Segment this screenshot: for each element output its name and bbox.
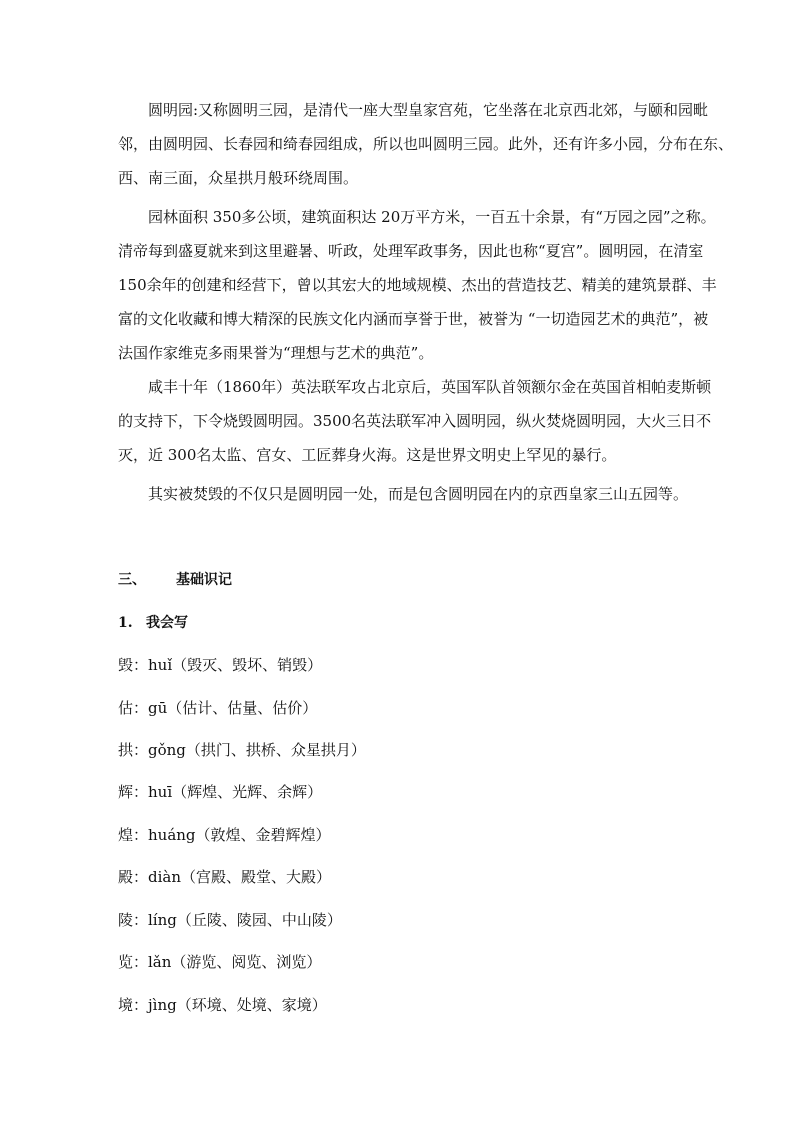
- text-line: 150余年的创建和经营下，曾以其宏大的地域规模、杰出的营造技艺、精美的建筑景群、丰: [118, 276, 717, 294]
- text-line: 清帝每到盛夏就来到这里避暑、听政，处理军政事务，因此也称“夏宫”。圆明园，在清室: [118, 242, 704, 260]
- vocab-item: 煌：huáng（敦煌、金碧辉煌）: [118, 826, 331, 844]
- paragraph-yuanmingyuan-intro: [118, 93, 734, 195]
- section-number: 三、: [118, 572, 146, 588]
- subsection-title: 我会写: [146, 615, 188, 631]
- text-line: 圆明园:又称圆明三园，是清代一座大型皇家宫苑，它坐落在北京西北郊，与颐和园毗: [148, 101, 709, 119]
- vocab-item: 览：lǎn（游览、阅览、浏览）: [118, 953, 322, 971]
- vocab-item: 毁：huǐ（毁灭、毁坏、销毁）: [118, 656, 323, 674]
- section-title: 基础识记: [176, 572, 232, 588]
- vocab-item: 辉：huī（辉煌、光辉、余辉）: [118, 783, 323, 801]
- text-line: 富的文化收藏和博大精深的民族文化内涵而享誉于世，被誉为 “一切造园艺术的典范”，被: [118, 310, 709, 328]
- text-line: 其实被焚毁的不仅只是圆明园一处，而是包含圆明园在内的京西皇家三山五园等。: [148, 485, 689, 503]
- text-line: 灭，近 300名太监、宫女、工匠葬身火海。这是世界文明史上罕见的暴行。: [118, 446, 617, 464]
- vocab-item: 境：jìng（环境、处境、家境）: [118, 996, 327, 1014]
- paragraph-three-hills: [118, 477, 698, 511]
- text-line: 西、南三面，众星拱月般环绕周围。: [118, 169, 359, 187]
- paragraph-garden-area: [118, 200, 717, 370]
- text-line: 的支持下，下令烧毁圆明园。3500名英法联军冲入圆明园，纵火焚烧圆明园，大火三日不: [118, 412, 712, 430]
- text-line: 咸丰十年（1860年）英法联军攻占北京后，英国军队首领额尔金在英国首相帕麦斯顿: [148, 378, 712, 396]
- vocab-item: 陵：líng（丘陵、陵园、中山陵）: [118, 911, 342, 929]
- text-line: 邻，由圆明园、长春园和绮春园组成，所以也叫圆明三园。此外，还有许多小园，分布在东、: [118, 135, 734, 153]
- section-heading: [118, 569, 232, 589]
- subsection-number: 1.: [118, 615, 133, 631]
- text-line: 园林面积 350多公顷，建筑面积达 20万平方米，一百五十余景，有“万园之园”之称。: [148, 208, 716, 226]
- vocab-item: 殿：diàn（宫殿、殿堂、大殿）: [118, 868, 332, 886]
- subsection-heading: [118, 612, 188, 632]
- paragraph-1860-burning: [118, 370, 712, 472]
- vocab-item: 估：gū（估计、估量、估价）: [118, 699, 318, 717]
- vocab-item: 拱：gǒng（拱门、拱桥、众星拱月）: [118, 741, 366, 759]
- text-line: 法国作家维克多雨果誉为“理想与艺术的典范”。: [118, 344, 434, 362]
